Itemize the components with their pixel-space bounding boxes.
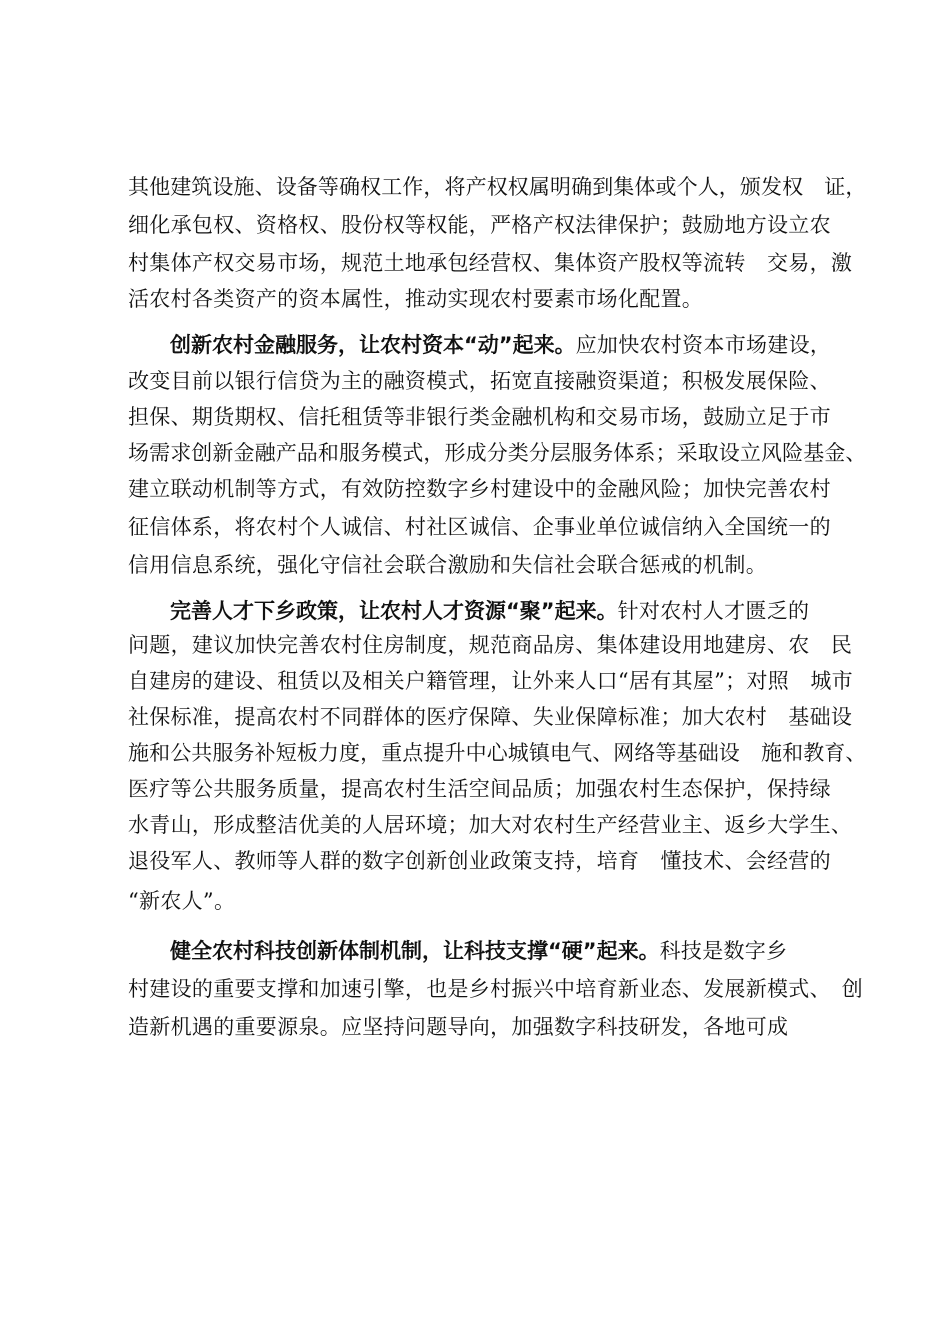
text-line: 细化承包权、资格权、股份权等权能，严格产权法律保护；鼓励地方设立农: [128, 213, 831, 237]
paragraph-first-line: [170, 936, 787, 966]
text-line: 场需求创新金融产品和服务模式，形成分类分层服务体系；采取设立风险基金、: [128, 441, 867, 465]
paragraph-text: 应加快农村资本市场建设，: [575, 333, 832, 357]
text-line: 改变目前以银行信贷为主的融资模式，拓宽直接融资渠道；积极发展保险、: [128, 369, 831, 393]
paragraph-heading: 健全农村科技创新体制机制，让科技支撑“硬”起来。: [170, 939, 660, 963]
text-line: 水青山，形成整洁优美的人居环境；加大对农村生产经营业主、返乡大学生、: [128, 813, 853, 837]
text-line: 施和公共服务补短板力度，重点提升中心城镇电气、网络等基础设 施和教育、: [128, 741, 867, 765]
paragraph-heading: 完善人才下乡政策，让农村人才资源“聚”起来。: [170, 599, 618, 623]
text-line: 问题，建议加快完善农村住房制度，规范商品房、集体建设用地建房、农 民: [128, 633, 853, 657]
text-line: 村建设的重要支撑和加速引擎，也是乡村振兴中培育新业态、发展新模式、 创: [128, 977, 863, 1001]
text-line: 其他建筑设施、设备等确权工作，将产权权属明确到集体或个人，颁发权 证，: [128, 175, 867, 199]
text-line: 自建房的建设、租赁以及相关户籍管理，让外来人口“居有其屋”；对照 城市: [128, 669, 853, 693]
text-line: 担保、期货期权、信托租赁等非银行类金融机构和交易市场，鼓励立足于市: [128, 405, 831, 429]
text-line: 造新机遇的重要源泉。应坚持问题导向，加强数字科技研发，各地可成: [128, 1015, 789, 1039]
text-line: 村集体产权交易市场，规范土地承包经营权、集体资产股权等流转 交易，激: [128, 251, 853, 275]
paragraph-first-line: [170, 596, 809, 626]
paragraph-heading: 创新农村金融服务，让农村资本“动”起来。: [170, 333, 576, 357]
text-line: 信用信息系统，强化守信社会联合激励和失信社会联合惩戒的机制。: [128, 553, 767, 577]
text-line: 活农村各类资产的资本属性，推动实现农村要素市场化配置。: [128, 287, 704, 311]
paragraph-first-line: [170, 330, 831, 360]
text-line: 退役军人、教师等人群的数字创新创业政策支持，培育 懂技术、会经营的: [128, 849, 831, 873]
text-line: 建立联动机制等方式，有效防控数字乡村建设中的金融风险；加快完善农村: [128, 477, 831, 501]
text-line: “新农人”。: [128, 889, 236, 913]
paragraph-text: 科技是数字乡: [659, 939, 788, 963]
paragraph-text: 针对农村人才匮乏的: [617, 599, 810, 623]
text-line: 社保标准，提高农村不同群体的医疗保障、失业保障标准；加大农村 基础设: [128, 705, 853, 729]
text-line: 医疗等公共服务质量，提高农村生活空间品质；加强农村生态保护，保持绿: [128, 777, 831, 801]
text-line: 征信体系，将农村个人诚信、村社区诚信、企事业单位诚信纳入全国统一的: [128, 515, 831, 539]
